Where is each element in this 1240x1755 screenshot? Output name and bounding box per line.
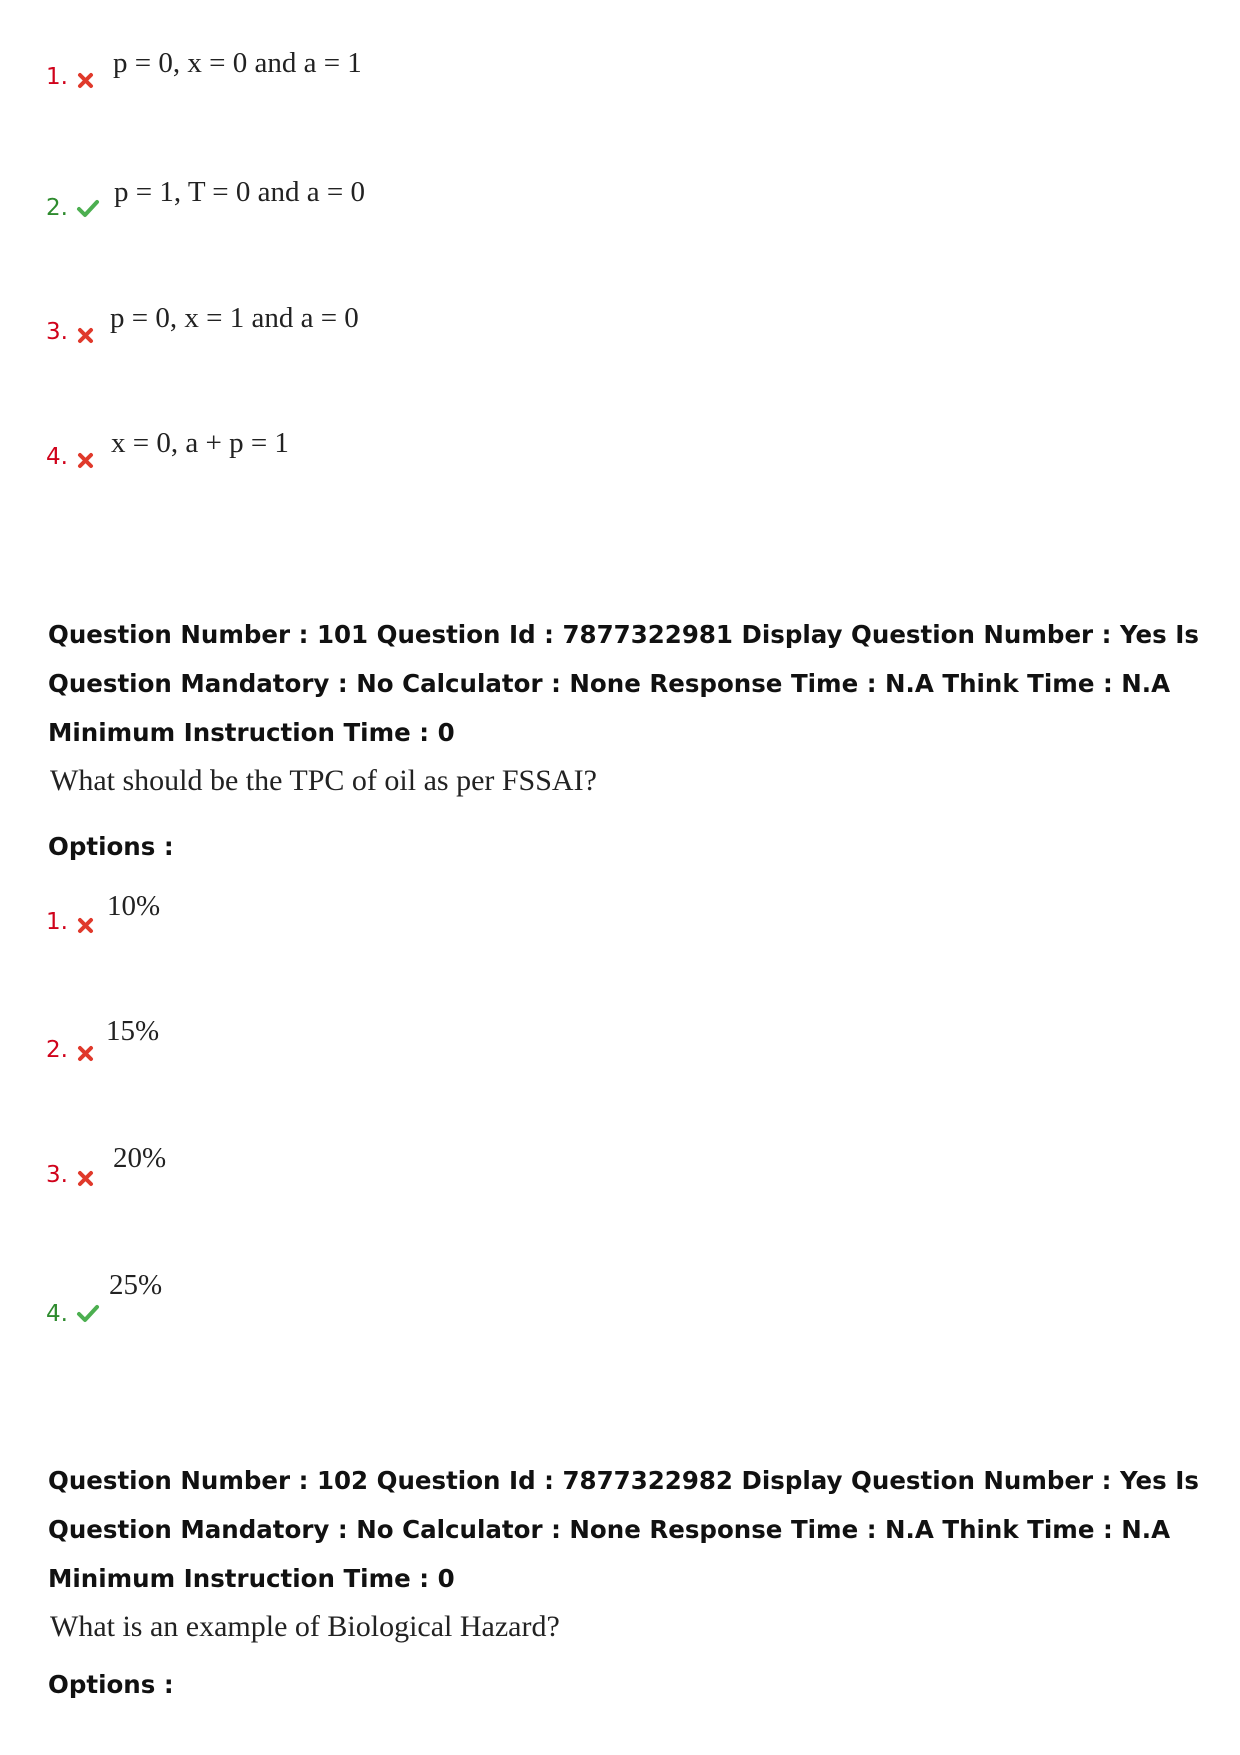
question-meta-101: Question Number : 101 Question Id : 7877322981 Display Question Number : Yes Is Question Mandatory : No Calculator : None Response Time : N.A Think Time : N.A Minimum Instruction Time : 0 — [48, 620, 1199, 747]
option-item — [46, 302, 746, 375]
option-item — [46, 1269, 746, 1357]
option-text: 20% — [113, 1142, 167, 1174]
options-label-102: Options : — [48, 1670, 174, 1699]
option-number: 3. — [46, 1162, 68, 1188]
question-text-101: What should be the TPC of oil as per FSSAI? — [50, 764, 597, 797]
option-number: 4. — [46, 1301, 68, 1327]
cross-mark-icon — [76, 1168, 96, 1188]
options-label-101: Options : — [48, 832, 174, 861]
question-text-102: What is an example of Biological Hazard? — [50, 1610, 560, 1643]
option-text: p = 0, x = 1 and a = 0 — [110, 302, 359, 334]
cross-mark-icon — [76, 325, 96, 345]
option-item — [46, 1142, 746, 1218]
check-mark-icon — [76, 198, 100, 218]
option-item — [46, 1015, 746, 1093]
check-mark-icon — [76, 1303, 100, 1323]
option-number: 1. — [46, 64, 68, 90]
option-item — [46, 427, 746, 500]
option-number: 1. — [46, 909, 68, 935]
cross-mark-icon — [76, 1043, 96, 1063]
option-text: 10% — [107, 890, 161, 922]
option-number: 2. — [46, 1037, 68, 1063]
option-number: 3. — [46, 319, 68, 345]
option-item — [46, 890, 746, 965]
cross-mark-icon — [76, 450, 96, 470]
option-text: p = 1, T = 0 and a = 0 — [114, 176, 365, 208]
question-meta-102: Question Number : 102 Question Id : 7877322982 Display Question Number : Yes Is Question Mandatory : No Calculator : None Response Time : N.A Think Time : N.A Minimum Instruction Time : 0 — [48, 1466, 1199, 1593]
option-text: x = 0, a + p = 1 — [111, 427, 289, 459]
option-item — [46, 176, 746, 250]
cross-mark-icon — [76, 70, 96, 90]
option-text: 15% — [106, 1015, 160, 1047]
option-text: p = 0, x = 0 and a = 1 — [113, 47, 362, 79]
option-text: 25% — [109, 1269, 163, 1301]
option-number: 4. — [46, 444, 68, 470]
option-number: 2. — [46, 195, 68, 221]
cross-mark-icon — [76, 915, 96, 935]
option-item — [46, 47, 746, 120]
